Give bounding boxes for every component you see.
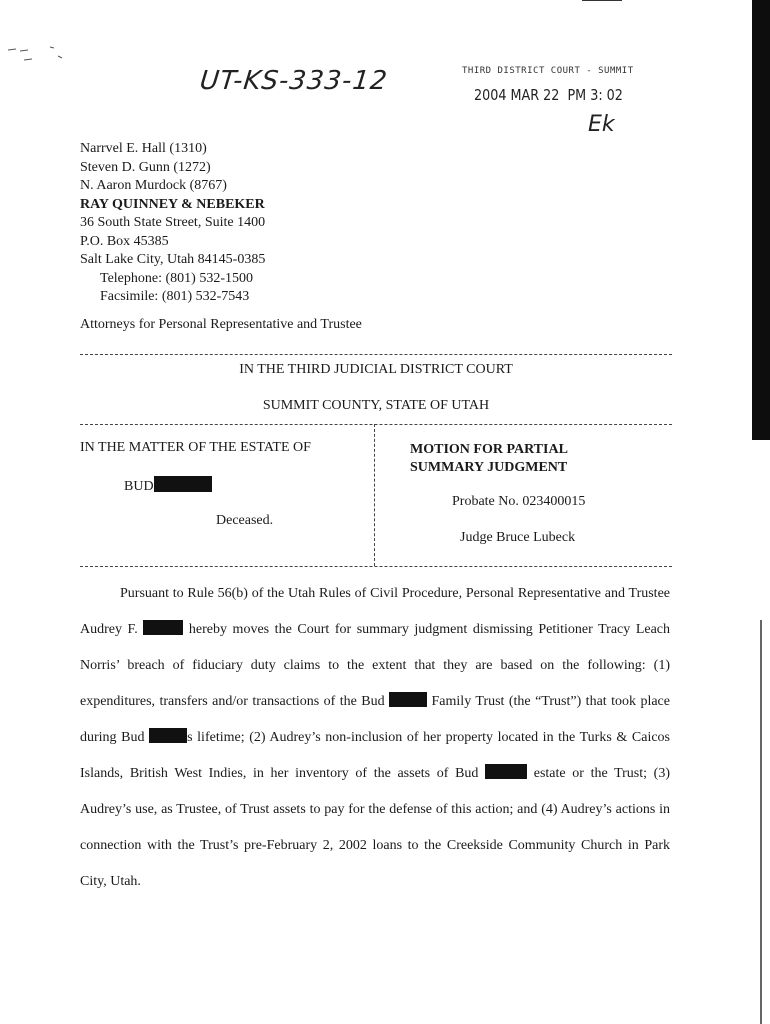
caption-deceased: Deceased. [216, 513, 274, 528]
caption-decedent [124, 476, 212, 495]
probate-number: Probate No. 023400015 [452, 494, 586, 509]
decedent-name: BUD [124, 479, 154, 494]
caption-top-rule [80, 424, 672, 425]
handwritten-case-number: UT-KS-333-12 [198, 66, 390, 96]
scan-artifact-top-left [6, 44, 66, 66]
filing-stamp-court: THIRD DISTRICT COURT - SUMMIT [462, 66, 634, 76]
body-text: Family Trust (the “Trust”) that took place during Bud [80, 694, 670, 745]
scan-edge-bar [752, 0, 770, 440]
caption-matter: IN THE MATTER OF THE ESTATE OF [80, 440, 311, 455]
firm-telephone: Telephone: (801) 532-1500 [100, 270, 253, 286]
redaction-block [149, 728, 187, 743]
attorney-name: Steven D. Gunn (1272) [80, 159, 211, 175]
scan-top-mark [582, 0, 622, 4]
firm-address-line: 36 South State Street, Suite 1400 [80, 215, 266, 230]
court-county: SUMMIT COUNTY, STATE OF UTAH [262, 398, 490, 413]
filing-stamp [462, 66, 662, 104]
court-name: IN THE THIRD JUDICIAL DISTRICT COURT [239, 362, 513, 377]
body-text: estate or the Trust; (3) Audrey’s use, as Trustee, of Trust assets to pay for the defense of this action; and (4) Audrey’s actions in connection with the Trust’s pre-February 2, 2002 loans to the Creekside Community Church in Park City, Utah. [80, 766, 671, 889]
caption-bottom-rule [80, 566, 672, 567]
firm-facsimile: Facsimile: (801) 532-7543 [100, 289, 250, 304]
redaction-block [485, 764, 527, 779]
judge-name: Judge Bruce Lubeck [460, 530, 576, 545]
motion-title-line: SUMMARY JUDGMENT [410, 460, 568, 475]
firm-address-line: P.O. Box 45385 [80, 233, 169, 249]
motion-body [80, 576, 670, 900]
attorneys-for: Attorneys for Personal Representative and Trustee [80, 317, 362, 332]
caption-divider [374, 424, 375, 566]
court-top-rule [80, 354, 672, 355]
attorney-block [80, 140, 265, 307]
body-text: hereby moves the Court for summary judgment dismissing Petitioner Tracy Leach Norris’ breach of fiduciary duty claims to the extent that they are based on the following: (1) expenditures, transfers and/or transactions of the Bud [80, 622, 671, 709]
handwritten-initials: Ek [588, 112, 615, 137]
firm-address-line: Salt Lake City, Utah 84145-0385 [80, 252, 266, 267]
attorney-name: Narrvel E. Hall (1310) [80, 141, 207, 156]
filing-stamp-date: 2004 MAR 22 PM 3: 02 [474, 86, 623, 104]
motion-title-line: MOTION FOR PARTIAL [410, 442, 568, 457]
scan-edge-line [760, 620, 762, 1024]
body-text: s lifetime; (2) Audrey’s non-inclusion of her property located in the Turks & Caicos Islands, British West Indies, in her inventory of the assets of Bud [80, 730, 670, 781]
body-text: Pursuant to Rule 56(b) of the Utah Rules of Civil Procedure, Personal Representative and Trustee Audrey F. [80, 586, 670, 637]
redaction-block [143, 620, 183, 635]
attorney-name: N. Aaron Murdock (8767) [80, 178, 227, 193]
redaction-block [389, 692, 427, 707]
redaction-block [154, 476, 212, 492]
firm-name: RAY QUINNEY & NEBEKER [80, 196, 265, 212]
motion-title [410, 441, 568, 477]
